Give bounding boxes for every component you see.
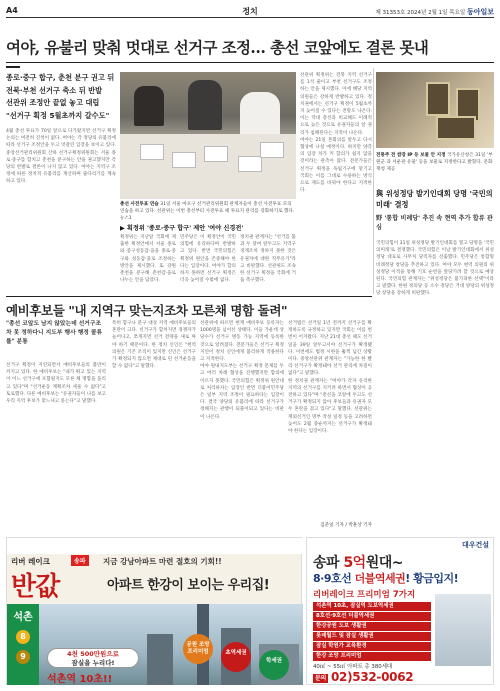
ad-vertical-title: 석촌 bbox=[13, 612, 33, 623]
byline: 김준일 기자 / 박훈상 기자 bbox=[320, 523, 372, 528]
phone-number: 02)532-0062 bbox=[331, 670, 414, 684]
price-suffix: 원대~ bbox=[365, 555, 403, 571]
mid-col-1-text: 획정위는 지난달 국회에 제출한 획정안에서 서울 종로와 중구성동갑·을을 종로·중구와 성동갑·을로 조정하는 방안을 제시했다. 또 강원 춘천을 분구해 춘천갑·을로 나누는 안을 담았다. bbox=[120, 235, 176, 284]
ad-brand: 리버 레이크 bbox=[11, 557, 50, 566]
second-col-2 bbox=[112, 320, 196, 530]
subhead-1: 종로·중구 합구, 춘천 분구 권고 뒤 bbox=[6, 73, 115, 82]
list-item: 한강공원 도보 생활권 bbox=[313, 622, 431, 631]
mid-section-label: ▶ 획정위 '종로·중구 합구' 제안 '여야 신경전' bbox=[120, 225, 244, 232]
line-badge: 9 bbox=[16, 650, 30, 664]
price-prefix: 송파 bbox=[313, 555, 344, 571]
lead-headline: 여야, 유불리 맞춰 멋대로 선거구 조정… 총선 코앞에도 결론 못내 bbox=[6, 38, 429, 57]
ad-coupon bbox=[47, 648, 139, 668]
ad-building bbox=[147, 634, 173, 685]
mid-col-1 bbox=[120, 234, 176, 290]
second-col-4-text: 선거법은 선거일 1년 전까지 선거구를 확정하도록 규정하고 있지만 국회는 이를 번번이 어겨왔다. 지난 21대 총선 때도 선거일을 39일 앞두고서야 선거구가 확정됐다. 이번에도 법정 시한을 훌쩍 넘긴 상황이다. 중앙선관위 관계자는 "가능한 한 빨리 선거구가 확정돼야 선거 관리에 차질이 없다"고 말했다. bbox=[288, 321, 372, 377]
advertisement bbox=[6, 537, 494, 685]
sidebar-body: 국민의힘이 31일 위성정당 발기인대회를 열고 당명을 '국민의미래'로 결정했다. 국민의힘은 이날 발기인대회에서 위성정당 대표로 사무처 당직자를 선출했다. 민주당은 통합형 비례정당 창당을 추진하고 있다. 여야 모두 현역 의원의 위성정당 이적을 통해 기호 순번을 앞당기려 할 것으로 예상된다. 국민의힘 관계자는 "위성정당은 불가피한 선택"이라고 말했다. 한편 정의당 등 소수 정당은 거대 양당의 위성정당 창당을 강하게 비판했다. bbox=[376, 241, 494, 297]
lead-col-3-text: 여야 원내지도부는 선거구 획정 문제를 두고 여러 차례 협상을 진행했지만 합의에 이르지 못했다. 국민의힘은 획정위 원안대로 처리하자는 입장인 반면 더불어민주당은 일부 지역 조정이 필요하다는 입장이다. 결국 양당의 유불리에 따라 선거구가 정해지는 관행이 되풀이되고 있다는 비판이 나온다. bbox=[200, 364, 284, 420]
photo-ballot bbox=[204, 146, 228, 162]
issue-meta bbox=[375, 7, 494, 17]
sidebar-caption-text: 국가유산청은 31일 '부원군 과 서운관 유물' 등을 보물로 지정한다고 밝혔다. 문화재청 제공 bbox=[376, 153, 493, 172]
subhead-4: "선거구 획정 5월초까지 갈수도" bbox=[6, 110, 110, 120]
photo-ballot bbox=[260, 142, 284, 158]
lead-col-4-text: 한 정치권 관계자는 "여야가 각자 유리한 지역의 선거구를 지키려 하면서 협상이 공전하고 있다"며 "총선을 코앞에 두고도 선거구가 확정되지 않아 후보들과 유권자 모두 혼란을 겪고 있다"고 말했다. 선관위는 재외선거인 명부 작성 일정 등을 고려하면 늦어도 2월 중순까지는 선거구가 확정돼야 한다는 입장이다. bbox=[288, 378, 372, 435]
second-headline: 예비후보들 "내 지역구 맞는지조차 모른채 명함 돌려" bbox=[6, 303, 288, 318]
lead-photo-caption bbox=[120, 201, 296, 222]
issue-date: 제 31353호 2024년 2월 1일 목요일 bbox=[375, 10, 466, 16]
photo-ballot bbox=[238, 156, 262, 172]
ad-unit-info: 40㎡ ~ 55㎡ 아파트 총 380세대 bbox=[313, 664, 393, 670]
second-col-2-text: 특히 합구나 분구 대상 지역 예비후보들의 혼란이 크다. 선거구가 합쳐지면 경쟁자가 늘어나고, 쪼개지면 선거 전략을 새로 짜야 하기 때문이다. 한 정치 신인은 "현역 의원은 기존 조직이 있지만 신인은 선거구가 확정되지 않으면 제대로 된 선거운동을 할 수 없다"고 말했다. bbox=[112, 321, 196, 370]
list-item: 잠실 학원가 교육환경 bbox=[313, 642, 431, 651]
subhead-2: 전북·부천 선거구 축소 뒤 반발 bbox=[6, 85, 103, 95]
list-item: 한강 조망 프리미엄 bbox=[313, 652, 431, 661]
masthead bbox=[6, 6, 494, 18]
lead-col-2 bbox=[300, 72, 372, 287]
lead-subheads bbox=[6, 72, 116, 122]
line-badge: 8 bbox=[16, 630, 30, 644]
ad-logo: 대우건설 bbox=[461, 541, 489, 549]
ad-badge: 학세권 bbox=[259, 650, 289, 680]
sidebar-headline: 與 위성정당 발기인대회 당명 '국민의미래' 결정 bbox=[376, 189, 493, 209]
artifact-frame bbox=[426, 82, 450, 116]
photo-person bbox=[134, 86, 164, 126]
ad-tag: 송파 bbox=[71, 555, 89, 566]
mid-col-3-text: 정치권 관계자는 "선거를 불과 두 달여 앞두고도 지역구 경계조차 정하지 못한 것은 유권자에 대한 직무유기"라고 비판했다. 선관위도 조속한 선거구 획정을 국회에 거듭 촉구했다. bbox=[240, 235, 296, 284]
ad-station-name: 석촌역 10초!! bbox=[47, 674, 113, 685]
ad-left-panel bbox=[6, 537, 302, 685]
lead-col-1-text: 4월 총선 투표가 70일 앞으로 다가왔지만 선거구 획정 논의는 여전히 진척이 없다. 여야는 각 정당의 유불리에 따라 선거구 조정안을 두고 엇갈린 입장을 보이고 있다. 중앙선거관리위원회 산하 선거구획정위원회는 서울 종로·중구를 합치고 춘천을 분구하는 안을 권고했지만 각 당의 반발로 결론이 나지 않고 있다. 여야는 지역구 조정에 따른 정치적 유불리를 계산하며 줄다리기를 계속하고 있다. bbox=[6, 129, 116, 185]
mid-col-2 bbox=[180, 234, 236, 290]
sidebar-subheadline: 野 '통합 비례당' 추진 속 현역 추가 합류 관심 bbox=[376, 215, 493, 231]
second-col-3 bbox=[200, 320, 284, 530]
ad-line-headline bbox=[313, 570, 458, 586]
ad-badge: 초역세권 bbox=[221, 642, 251, 672]
ad-premium-list bbox=[313, 602, 431, 662]
second-col-1 bbox=[6, 362, 106, 530]
column-divider bbox=[373, 68, 374, 294]
caption-title: 총선 사전투표 연습 bbox=[120, 202, 159, 207]
second-col-4 bbox=[288, 320, 372, 520]
paper-name: 동아일보 bbox=[466, 8, 494, 16]
ad-premium-title: 리버레이크 프리미엄 7가지 bbox=[313, 590, 416, 600]
lead-col-2-text: 선관위 획정위는 전북 지역 선거구를 1석 줄이고 부천 선거구도 조정하는 안을 제시했다. 이에 해당 지역 의원들은 강하게 반발하고 있다. 정치권에서는 선거구 획정이 5월초까지 늦어질 수 있다는 전망도 나온다. 이는 역대 총선과 비교해도 이례적으로 늦은 것으로 유권자들의 알 권리가 침해된다는 지적이 나온다. bbox=[300, 73, 372, 136]
ad-badge: 공원 조망 프리미엄 bbox=[183, 634, 213, 664]
lead-col-5-text: 여야는 21일 본회의를 앞두고 다시 협상에 나설 예정이다. 하지만 양측의 입장 차가 커 합의가 쉽지 않을 것이라는 관측이 많다. 전문가들은 선거구 획정을 독립기구에 맡기고 국회는 이를 그대로 수용하는 방식으로 제도를 바꿔야 한다고 지적한다. bbox=[300, 137, 372, 194]
page-number: A4 bbox=[6, 6, 18, 15]
ad-big-text: 반값 bbox=[11, 572, 60, 602]
artifact-frame bbox=[436, 116, 476, 140]
sidebar-photo bbox=[376, 72, 494, 148]
lead-col-1 bbox=[6, 128, 116, 288]
headline-rule bbox=[6, 62, 494, 63]
second-col-1-text: 선거구 획정이 지연되면서 예비후보들의 불만이 커지고 있다. 한 예비후보는 "내가 뛰고 있는 지역이 어느 선거구에 포함될지도 모른 채 명함을 돌리고 있다"며 "선거운동 계획조차 세울 수 없다"고 토로했다. 다른 예비후보는 "유권자들이 나를 보고 우리 지역 후보가 맞느냐고 묻는다"고 말했다. bbox=[6, 363, 106, 405]
line-highlight: 더블역세권 bbox=[354, 572, 406, 585]
section-name: 정치 bbox=[242, 7, 258, 16]
mid-col-2-text: 민주당은 이 획정안이 국민의힘에 유리하다며 반발하고 있다. 반면 국민의힘은 획정위 원안을 존중해야 한다는 입장이다. 여야가 합의하지 못하면 선거구 획정은 더욱 늦어질 수밖에 없다. bbox=[180, 235, 236, 284]
list-item: 8호선·9호선 더블역세권 bbox=[313, 612, 431, 621]
second-quote: "총선 코앞도 남지 않았는데 선거구조차 못 정하다니 지도부 행사 행정 콜류를" 분통 bbox=[6, 321, 103, 345]
photo-ballot bbox=[172, 152, 196, 168]
photo-person bbox=[188, 80, 222, 130]
lead-photo bbox=[120, 72, 296, 199]
list-item: 석촌역 10초, 잠실역 도보역세권 bbox=[313, 602, 431, 611]
sidebar-caption-title: 전통주 전 쌈장 IP 등 보물 안 지정 bbox=[376, 153, 446, 158]
phone-label: 문의 bbox=[315, 675, 326, 682]
caption-text: 31일 서울 마포구 선거관리위원회 관계자들이 총선 사전투표 모의 연습을 하고 있다. 선관위는 이번 총선부터 사전투표 때 투표지 관리를 강화하기로 했다. 뉴스1 bbox=[120, 202, 295, 221]
list-item: 롯데월드 및 잠실 생활권 bbox=[313, 632, 431, 641]
coupon-line-2: 잠실을 누리다! bbox=[71, 659, 115, 667]
subhead-3: 선관위 조정안 끝없 놓고 대립 bbox=[6, 98, 100, 107]
section-rule bbox=[6, 296, 372, 297]
ad-price-headline bbox=[313, 552, 403, 572]
ad-vertical-box bbox=[7, 604, 39, 685]
ad-band bbox=[7, 538, 303, 554]
second-col-3-text: 선관위에 따르면 현재 예비후보 등록자는 1000명을 넘어선 상태다. 이들 가운데 상당수가 선거구 변동 가능 지역에 등록한 것으로 알려졌다. 전문가들은 선거구 획정 지연이 정치 신인에게 불리하게 작용한다고 지적한다. bbox=[200, 321, 284, 363]
coupon-line-1: 4천 500만원으로 bbox=[67, 650, 119, 658]
ad-building-image bbox=[435, 594, 491, 666]
price-value: 5억 bbox=[343, 555, 366, 571]
sidebar-photo-caption bbox=[376, 152, 494, 173]
photo-ballot bbox=[140, 144, 164, 160]
line-suffix: ! 황금입지! bbox=[405, 572, 459, 585]
ad-phone bbox=[313, 670, 413, 684]
ad-big-subtext: 아파트 한강이 보이는 우리집! bbox=[107, 578, 270, 593]
line-prefix: 8·9호선 bbox=[313, 572, 355, 585]
subhead-bar bbox=[6, 66, 20, 68]
mid-col-3 bbox=[240, 234, 296, 290]
photo-person bbox=[240, 92, 280, 140]
ad-slogan: 지금 강남아파트 마련 절호의 기회!! bbox=[103, 557, 222, 566]
ad-right-panel bbox=[306, 537, 494, 685]
